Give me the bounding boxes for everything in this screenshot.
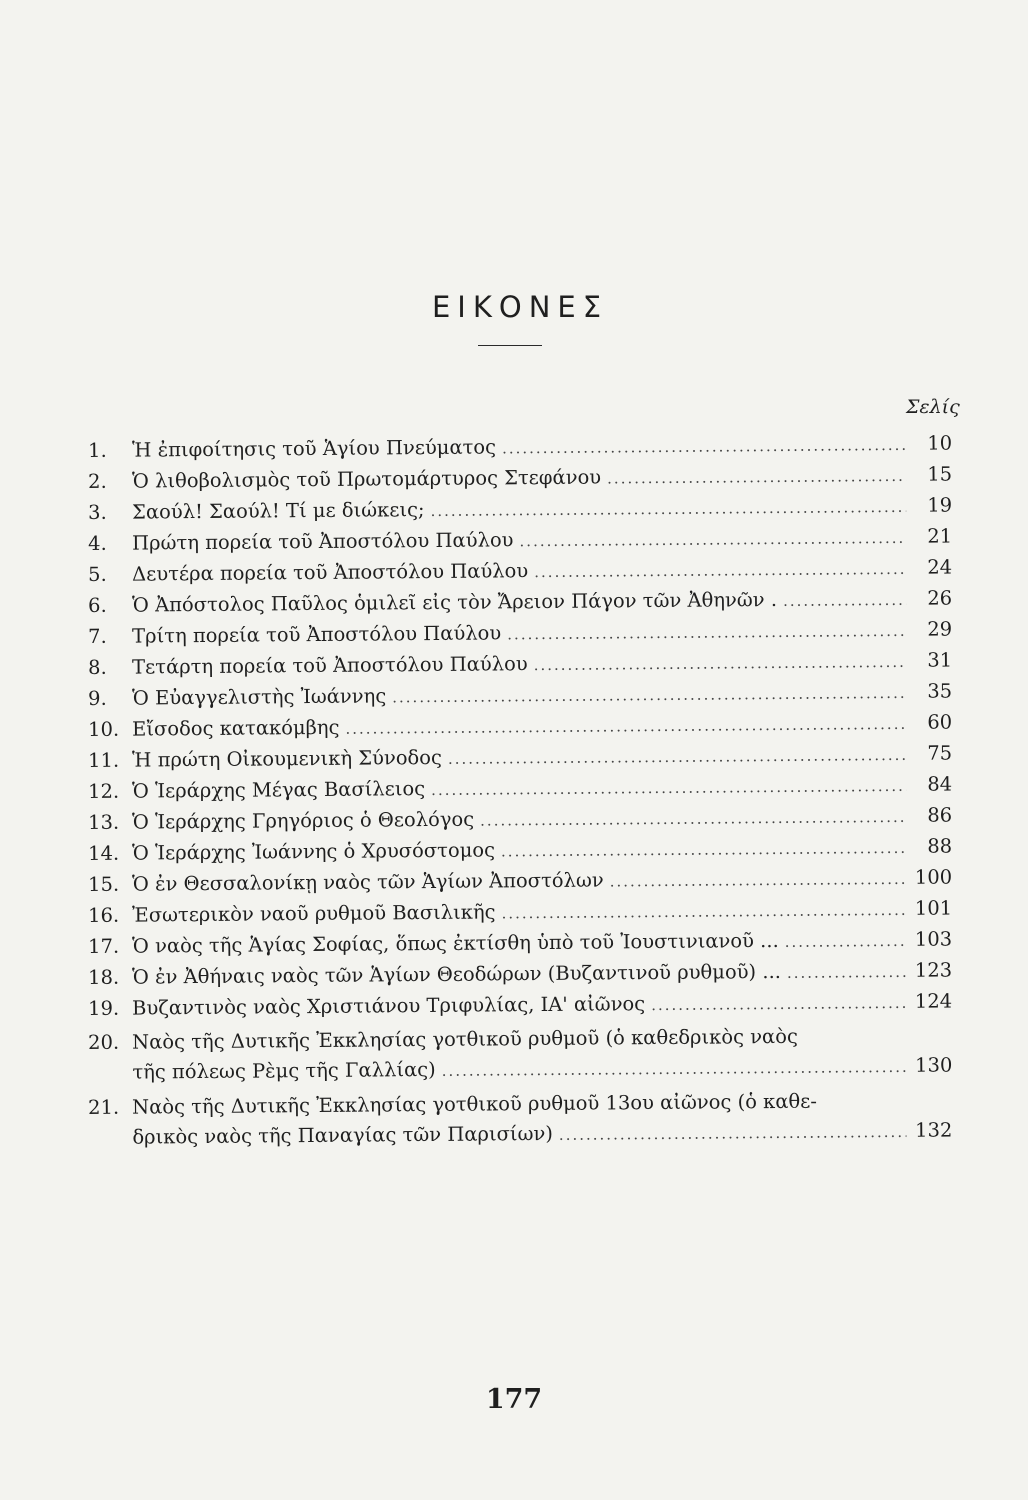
entry-number: 14. [88,841,120,865]
dot-leader [651,988,906,1020]
entry-number: 9. [88,686,107,710]
dot-leader [501,895,906,929]
entry-number: 11. [88,748,120,772]
entry-title: Ἡ πρώτη Οἰκουμενικὴ Σύνοδος [132,745,443,772]
entry-number: 8. [88,655,107,679]
entry-number: 16. [88,903,120,927]
entry-number: 18. [88,965,120,989]
entry-page: 132 [915,1118,953,1142]
title-rule [478,345,542,346]
entry-title: Πρώτη πορεία τοῦ Ἀποστόλου Παύλου [132,528,514,555]
entry-title: Εἴσοδος κατακόμβης [132,715,340,741]
dot-leader [442,1052,907,1086]
entry-page: 75 [927,741,953,765]
dot-leader [345,709,906,744]
entry-page: 26 [927,586,953,610]
entry-title: Ὁ ναὸς τῆς Ἁγίας Σοφίας, ὅπως ἐκτίσθη ὑπὸ τοῦ Ἰουστινιανοῦ ... [132,928,779,958]
dot-leader [392,678,906,712]
entry-title: Βυζαντινὸς ναὸς Χριστιάνου Τριφυλίας, ΙΑ' αἰῶνος [132,992,646,1020]
entry-title: Ὁ Εὐαγγελιστὴς Ἰωάννης [132,684,387,710]
entry-page: 124 [914,989,953,1013]
entry-title: Ὁ Ἱεράρχης Μέγας Βασίλειος [132,777,426,803]
dot-leader [787,957,906,988]
entry-page: 19 [927,493,953,517]
entry-page: 10 [927,431,953,455]
entry-number: 15. [88,872,120,896]
dot-leader [610,864,907,897]
entry-number: 13. [88,810,120,834]
list-item [88,1020,952,1088]
dot-leader [507,616,906,649]
entry-page: 101 [914,896,953,920]
entry-title: Ναὸς τῆς Δυτικῆς Ἐκκλησίας γοτθικοῦ ρυθμοῦ (ὁ καθεδρικὸς ναὸς [132,1024,798,1054]
entry-number: 2. [88,469,107,493]
entry-page: 60 [927,710,953,734]
entry-number: 20. [88,1030,120,1054]
dot-leader [502,430,906,464]
entry-title: Ἐσωτερικὸν ναοῦ ρυθμοῦ Βασιλικῆς [132,900,496,927]
entry-number: 19. [88,996,120,1020]
entry-page: 15 [927,462,953,486]
entry-page: 35 [927,679,953,703]
entry-title: Τρίτη πορεία τοῦ Ἀποστόλου Παύλου [132,621,502,648]
dot-leader [559,1117,907,1150]
entry-number: 3. [88,500,107,524]
dot-leader [431,771,906,805]
entry-page: 88 [927,834,953,858]
entry-page: 29 [927,617,953,641]
entry-page: 24 [927,555,953,579]
entry-number: 6. [88,593,107,617]
entry-title: Ὁ ἐν Ἀθήναις ναὸς τῶν Ἁγίων Θεοδώρων (Βυζαντινοῦ ρυθμοῦ) ... [132,959,782,989]
entry-title: Ὁ λιθοβολισμὸς τοῦ Πρωτομάρτυρος Στεφάνου [132,465,602,493]
dot-leader [534,554,906,587]
page-number: 177 [485,1384,543,1415]
entry-page: 86 [927,803,953,827]
entry-number: 12. [88,779,120,803]
dot-leader [534,647,907,680]
page-column-label: Σελίς [906,396,960,418]
entry-page: 31 [927,648,953,672]
entry-title-continued: δρικὸς ναὸς τῆς Παναγίας τῶν Παρισίων) [132,1121,553,1149]
page-title: ΕΙΚΟΝΕΣ [431,290,609,324]
dot-leader [480,802,906,836]
entry-title: Ὁ Ἱεράρχης Ἰωάννης ὁ Χρυσόστομος [132,838,496,865]
list-item [88,986,952,1024]
entry-number: 21. [88,1095,120,1119]
entry-number: 5. [88,562,107,586]
entry-page: 130 [915,1053,953,1077]
entry-title: Τετάρτη πορεία τοῦ Ἀποστόλου Παύλου [132,652,528,679]
dot-leader [607,461,906,494]
entry-title-continued: τῆς πόλεως Ρὲμς τῆς Γαλλίας) [132,1057,436,1084]
entry-title: Ναὸς τῆς Δυτικῆς Ἐκκλησίας γοτθικοῦ ρυθμοῦ 13ου αἰῶνος (ὁ καθε- [132,1089,817,1119]
list-item [88,1085,952,1153]
dot-leader [785,926,907,957]
entry-title: Ὁ Ἱεράρχης Γρηγόριος ὁ Θεολόγος [132,807,475,834]
dot-leader [501,833,906,867]
entry-number: 17. [88,934,120,958]
dot-leader [430,492,906,526]
entry-page: 21 [927,524,953,548]
entry-number: 10. [88,717,120,741]
entry-page: 103 [914,927,953,951]
entry-page: 84 [927,772,953,796]
entry-page: 123 [914,958,953,982]
entry-title: Ὁ ἐν Θεσσαλονίκῃ ναὸς τῶν Ἁγίων Ἀποστόλων [132,868,604,896]
entry-title: Σαούλ! Σαούλ! Τί με διώκεις; [132,498,425,524]
dot-leader [783,585,906,616]
entry-number: 4. [88,531,107,555]
dot-leader [519,523,906,556]
entry-page: 100 [914,865,953,889]
dot-leader [448,740,906,774]
entry-title: Ἡ ἐπιφοίτησις τοῦ Ἁγίου Πνεύματος [132,435,497,462]
entry-title: Ὁ Ἀπόστολος Παῦλος ὁμιλεῖ εἰς τὸν Ἄρειον Πάγον τῶν Ἀθηνῶν . [132,587,778,617]
entry-title: Δευτέρα πορεία τοῦ Ἀποστόλου Παύλου [132,559,529,586]
entry-number: 1. [88,438,107,462]
entry-number: 7. [88,624,107,648]
